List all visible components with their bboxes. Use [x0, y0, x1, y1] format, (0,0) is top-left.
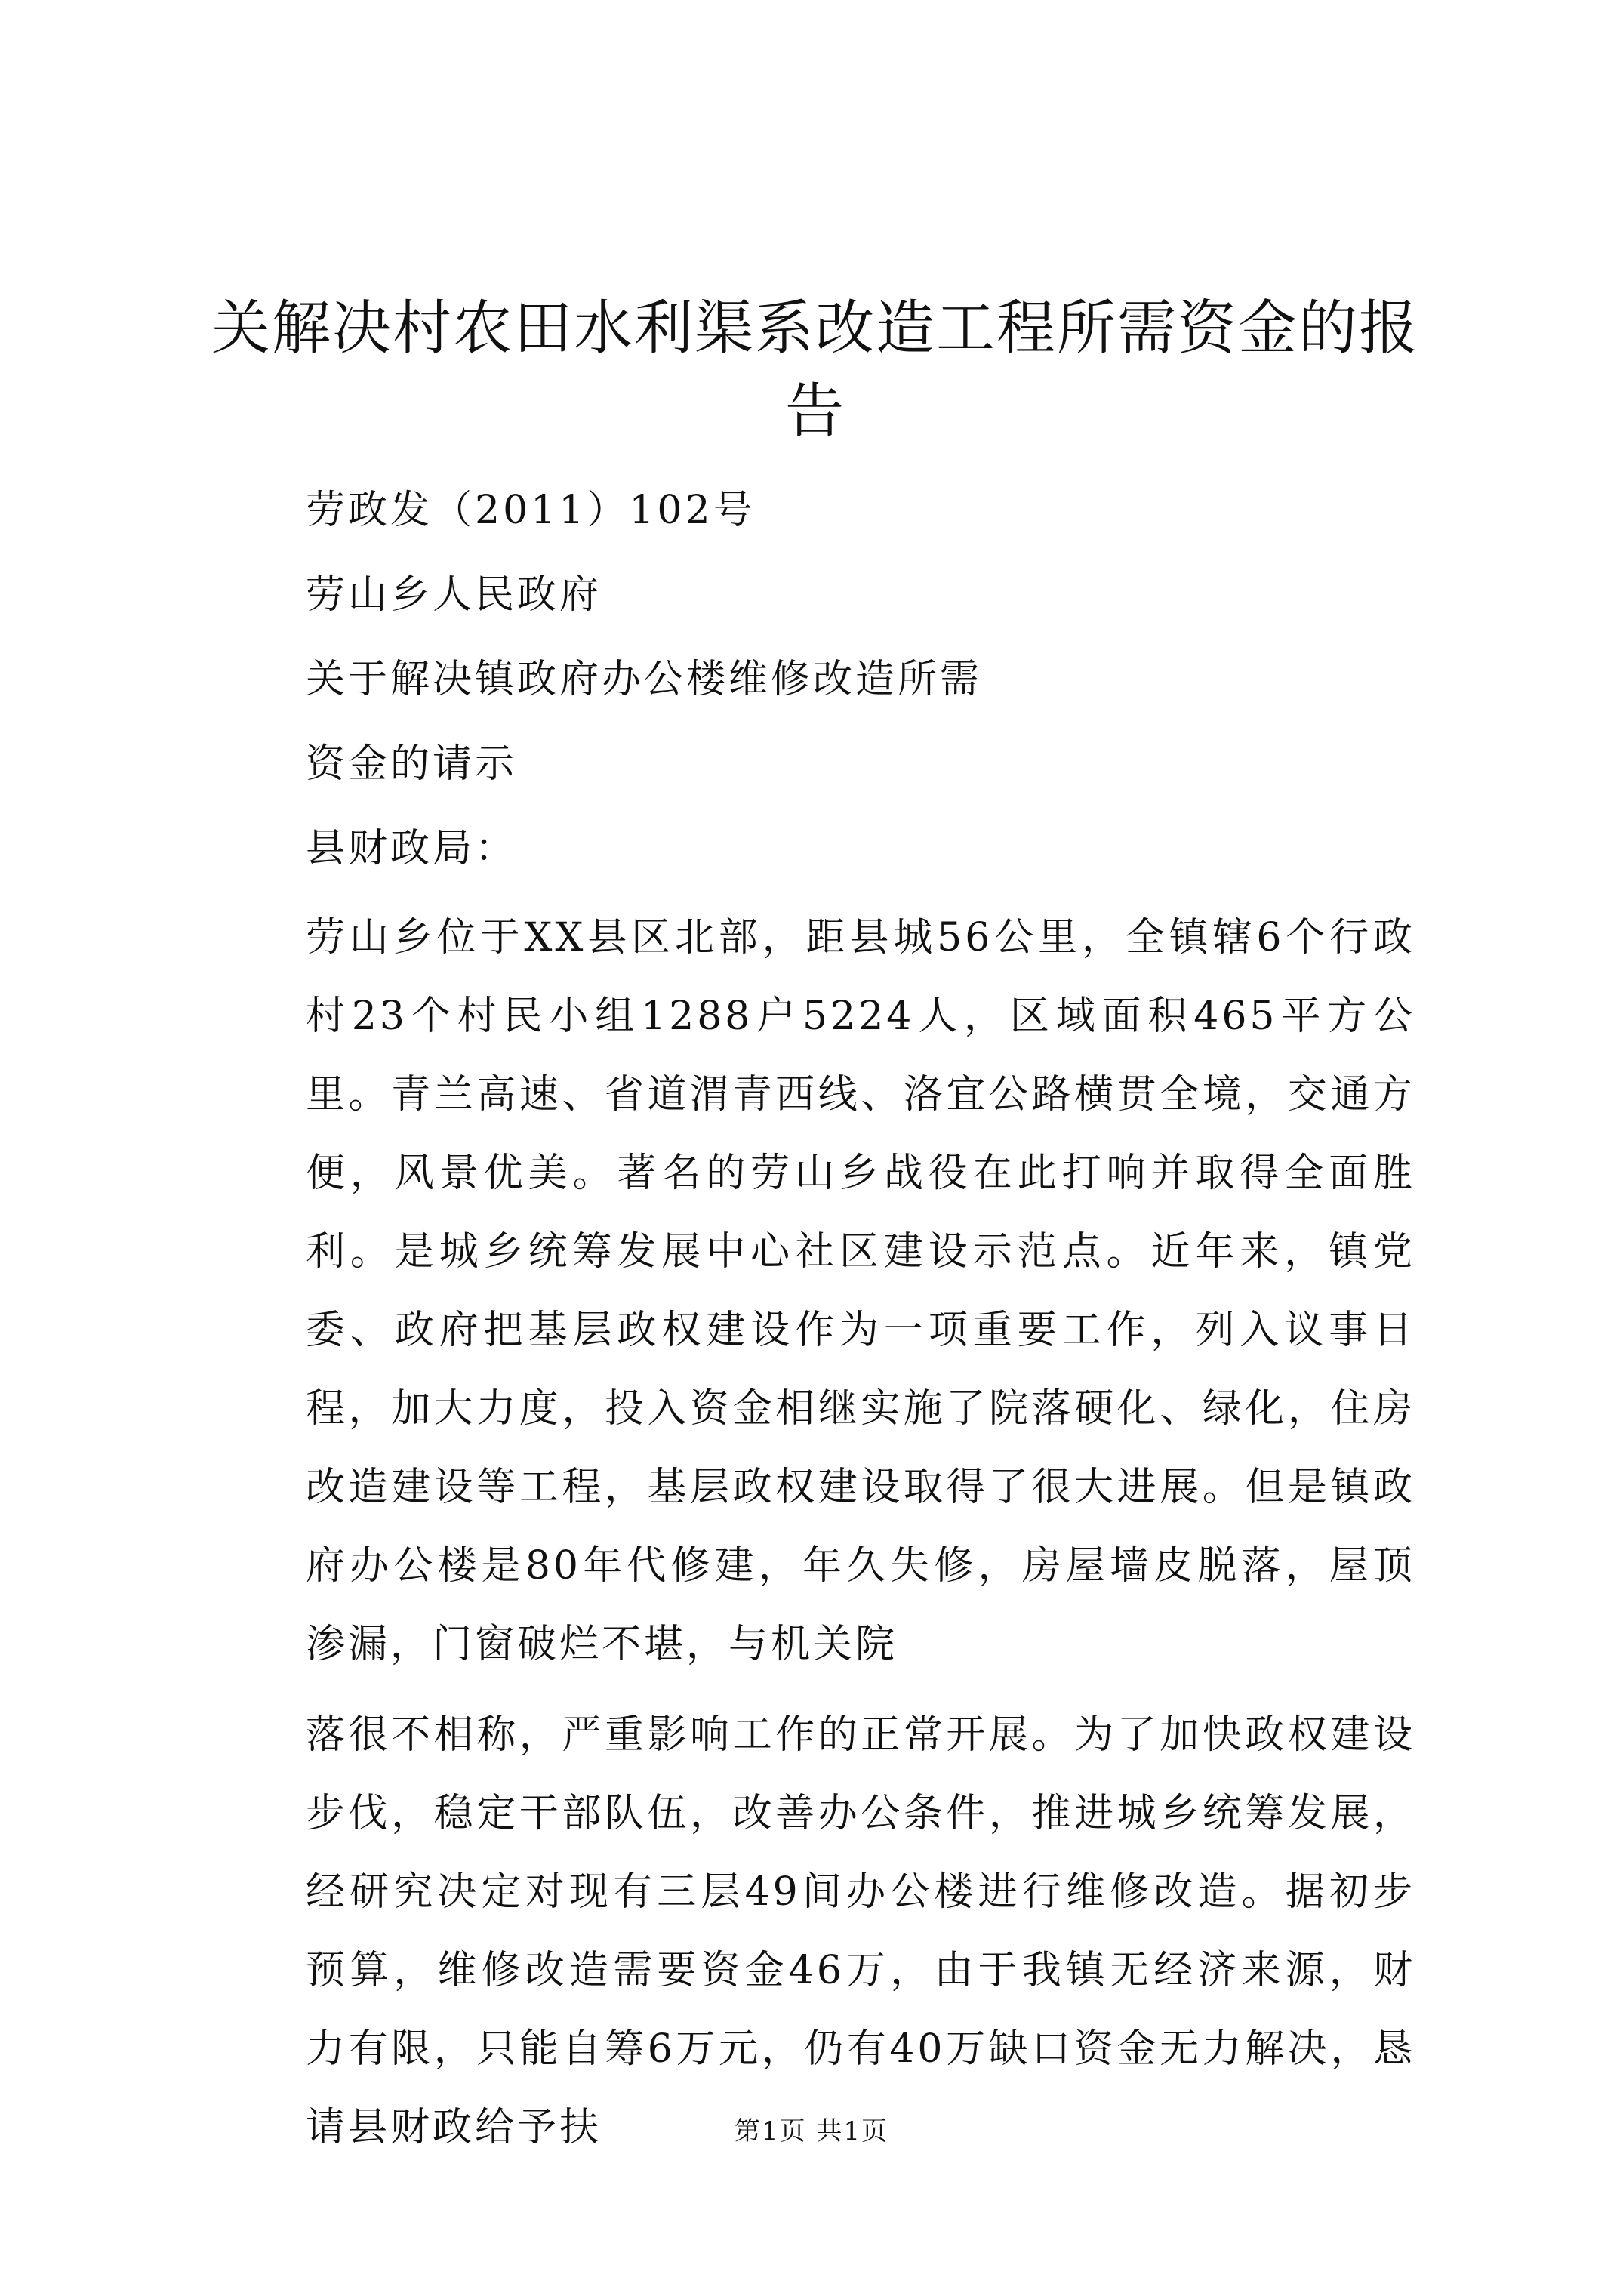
document-body [306, 468, 1415, 2167]
page-footer: 第1页 共1页 [734, 2116, 889, 2147]
issuer: 劳山乡人民政府 [306, 572, 602, 618]
subject-line-1: 关于解决镇政府办公楼维修改造所需 [306, 657, 983, 702]
doc-number: 劳政发（2011）102号 [306, 488, 756, 533]
subject-line-2: 资金的请示 [306, 741, 518, 787]
paragraph-1: 劳山乡位于XX县区北部，距县城56公里，全镇辖6个行政村23个村民小组1288户5224人，区域面积465平方公里。青兰高速、省道渭青西线、洛宜公路横贯全境，交通方便，风景优美。著名的劳山乡战役在此打响并取得全面胜利。是城乡统筹发展中心社区建设示范点。近年来，镇党委、政府把基层政权建设作为一项重要工作，列入议事日程，加大力度，投入资金相继实施了院落硬化、绿化，住房改造建设等工程，基层政权建设取得了很大进展。但是镇政府办公楼是80年代修建，年久失修，房屋墙皮脱落，屋顶渗漏，门窗破烂不堪，与机关院 [306, 915, 1415, 1667]
paragraph-2: 落很不相称，严重影响工作的正常开展。为了加快政权建设步伐，稳定干部队伍，改善办公条件，推进城乡统筹发展，经研究决定对现有三层49间办公楼进行维修改造。据初步预算，维修改造需要资金46万，由于我镇无经济来源，财力有限，只能自筹6万元，仍有40万缺口资金无力解决，恳请县财政给予扶 [306, 1712, 1415, 2150]
addressee: 县财政局： [306, 826, 518, 871]
document-title: 关解决村农田水利渠系改造工程所需资金的报告 [211, 294, 1420, 445]
